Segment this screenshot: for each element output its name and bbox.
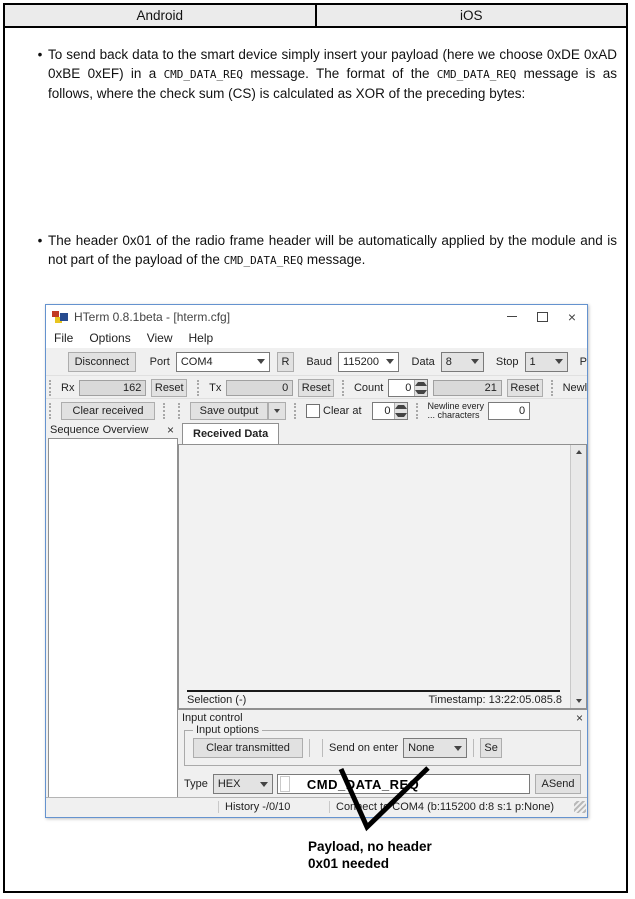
clear-at-checkbox[interactable] — [306, 404, 362, 418]
tx-reset-button[interactable]: Reset — [298, 379, 334, 397]
send-on-enter-select[interactable] — [403, 738, 467, 758]
display-toolbar — [46, 398, 587, 422]
platform-header — [5, 5, 626, 28]
spin-up-icon[interactable] — [395, 403, 407, 411]
hterm-app-icon — [52, 310, 68, 324]
resize-grip[interactable] — [574, 801, 586, 813]
bullet-marker: • — [37, 233, 43, 248]
stop-bits-value: 1 — [529, 355, 536, 368]
bullet-2-part2: message. — [303, 252, 366, 267]
hex-input-field[interactable] — [277, 774, 530, 794]
send-on-enter-label: Send on enter — [329, 742, 399, 754]
vertical-scrollbar[interactable] — [570, 445, 586, 708]
input-options-legend: Input options — [193, 724, 262, 736]
port-value: COM4 — [180, 355, 213, 368]
refresh-ports-button[interactable]: R — [277, 352, 295, 372]
chevron-down-icon — [256, 782, 272, 787]
spin-down-icon[interactable] — [415, 388, 427, 396]
scroll-up-button[interactable] — [571, 445, 586, 459]
connection-status: Connect to COM4 (b:115200 d:8 s:1 p:None) — [336, 801, 555, 813]
tab-bar — [178, 422, 587, 444]
menu-item-help[interactable]: Help — [188, 331, 214, 345]
bullet-1-part1: To send back data to the smart device simply insert your payload (here we choose 0xDE 0xAD 0xBE 0xEF) in a — [48, 47, 617, 81]
document-frame — [3, 3, 628, 893]
baud-label: Baud — [306, 355, 333, 368]
annotation-line1: Payload, no header — [308, 839, 432, 854]
count-field: 21 — [433, 380, 502, 396]
chevron-down-icon — [382, 359, 398, 364]
chevron-down-icon — [450, 746, 466, 751]
port-select[interactable] — [176, 352, 270, 372]
clear-transmitted-button[interactable]: Clear transmitted — [193, 738, 303, 758]
bullet-marker: • — [37, 47, 43, 62]
count-spinner[interactable] — [388, 379, 428, 397]
tx-count-field: 0 — [226, 380, 293, 396]
stop-label: Stop — [495, 355, 519, 368]
spin-up-icon[interactable] — [415, 380, 427, 388]
tx-label: Tx — [209, 381, 222, 394]
menubar — [46, 328, 587, 349]
type-label: Type — [184, 778, 208, 790]
clear-at-spinner[interactable] — [372, 402, 408, 420]
scroll-down-button[interactable] — [571, 694, 586, 708]
rx-count-field: 162 — [79, 380, 146, 396]
received-data-view[interactable] — [179, 445, 570, 708]
type-select[interactable] — [213, 774, 273, 794]
cmd-data-req-code: CMD_DATA_REQ — [163, 68, 244, 81]
tab-ios[interactable]: iOS — [317, 5, 627, 26]
toolbar-gripper[interactable] — [49, 380, 57, 396]
baud-select[interactable] — [338, 352, 399, 372]
menu-item-file[interactable]: File — [54, 331, 74, 345]
toolbar-gripper[interactable] — [551, 380, 559, 396]
minimize-icon — [507, 316, 517, 317]
timestamp-label: Timestamp: 13:22:05.085.8 — [428, 694, 562, 706]
input-control-title: Input control — [182, 712, 243, 724]
toolbar-gripper[interactable] — [197, 380, 205, 396]
maximize-button[interactable] — [527, 305, 557, 328]
arrow-down-icon — [576, 699, 582, 703]
toolbar-gripper[interactable] — [294, 403, 302, 419]
toolbar-gripper[interactable] — [416, 403, 424, 419]
bullet-2-text — [48, 231, 617, 270]
bullet-1-text — [48, 45, 617, 103]
clear-received-button[interactable]: Clear received — [61, 402, 155, 420]
panel-close-button[interactable]: × — [575, 711, 583, 725]
tab-received-data[interactable]: Received Data — [182, 423, 279, 444]
arrow-up-icon — [576, 450, 582, 454]
minimize-button[interactable] — [497, 305, 527, 328]
newline-every-value: 0 — [518, 404, 526, 417]
cmd-data-req-code: CMD_DATA_REQ — [223, 254, 304, 267]
parity-label-clipped: P — [579, 355, 587, 368]
bullet-2 — [32, 231, 617, 270]
toolbar-gripper[interactable] — [49, 403, 57, 419]
sequence-overview-title: Sequence Overview — [50, 424, 149, 436]
data-bits-select[interactable] — [441, 352, 484, 372]
newline-label-clipped: Newl — [562, 381, 588, 394]
toolbar-gripper[interactable] — [178, 403, 186, 419]
separator — [473, 739, 474, 757]
close-button[interactable] — [557, 305, 587, 328]
count-label: Count — [353, 381, 384, 394]
counters-toolbar — [46, 375, 587, 399]
input-caret — [280, 776, 290, 792]
cmd-data-req-label: CMD_DATA_REQ — [306, 776, 420, 792]
separator — [322, 739, 323, 757]
menu-item-view[interactable]: View — [146, 331, 173, 345]
baud-value: 115200 — [343, 355, 379, 368]
asend-button[interactable]: ASend — [535, 774, 581, 794]
newline-every-field[interactable] — [488, 402, 530, 420]
status-bar — [46, 797, 587, 816]
send-file-button-clipped[interactable]: Se — [480, 738, 502, 758]
received-data-panel — [178, 422, 587, 709]
data-label: Data — [411, 355, 435, 368]
input-options-group — [184, 724, 581, 766]
rx-reset-button[interactable]: Reset — [151, 379, 187, 397]
connection-toolbar — [46, 348, 587, 375]
send-on-enter-value: None — [408, 742, 435, 754]
port-label: Port — [149, 355, 170, 368]
clear-at-label: Clear at — [323, 404, 362, 417]
toolbar-gripper[interactable] — [342, 380, 350, 396]
stop-bits-select[interactable] — [525, 352, 568, 372]
count-spin-value: 0 — [405, 381, 412, 394]
bullet-2-part1: The header 0x01 of the radio frame header will be automatically applied by the module and is not part of the payload of the — [48, 233, 617, 267]
bullet-1-part2: message. The format of the — [243, 66, 437, 81]
separator — [309, 739, 310, 757]
bullet-1 — [32, 45, 617, 103]
menu-item-options[interactable]: Options — [89, 331, 131, 345]
close-icon: × — [567, 308, 577, 325]
sequence-overview-list[interactable] — [48, 438, 178, 799]
panel-close-button[interactable]: × — [166, 423, 174, 437]
chevron-down-icon — [467, 359, 483, 364]
data-bits-value: 8 — [445, 355, 452, 368]
maximize-icon — [537, 312, 548, 322]
payload-annotation — [308, 838, 432, 872]
clear-at-value: 0 — [384, 404, 391, 417]
history-status: History -/0/10 — [225, 801, 291, 813]
sequence-overview-panel — [48, 422, 178, 799]
bullet-1-part3: message is as follows, where the check sum (CS) is calculated as XOR of the preceding bytes: — [48, 66, 617, 101]
selection-status-row — [179, 692, 570, 708]
chevron-down-icon — [274, 409, 280, 413]
status-section-empty — [46, 798, 218, 816]
toolbar-gripper[interactable] — [163, 403, 171, 419]
count-reset-button[interactable]: Reset — [507, 379, 543, 397]
titlebar[interactable] — [46, 305, 587, 328]
chevron-down-icon — [253, 359, 269, 364]
hterm-window — [45, 304, 588, 818]
input-control-panel — [178, 709, 587, 799]
disconnect-button[interactable]: Disconnect — [68, 352, 136, 372]
input-row — [184, 774, 581, 794]
checkbox-icon — [306, 404, 320, 418]
save-output-button[interactable]: Save output — [190, 402, 268, 420]
type-value: HEX — [217, 778, 241, 790]
window-title: HTerm 0.8.1beta - [hterm.cfg] — [74, 309, 231, 324]
annotation-line2: 0x01 needed — [308, 856, 390, 871]
newline-every-label: Newline every ... characters — [427, 400, 485, 420]
rx-label: Rx — [61, 381, 75, 394]
cmd-data-req-code: CMD_DATA_REQ — [436, 68, 517, 81]
chevron-down-icon — [551, 359, 567, 364]
save-output-dropdown-button[interactable] — [268, 402, 286, 420]
spin-down-icon[interactable] — [395, 411, 407, 419]
tab-android[interactable]: Android — [5, 5, 317, 26]
selection-label: Selection (-) — [187, 694, 247, 706]
